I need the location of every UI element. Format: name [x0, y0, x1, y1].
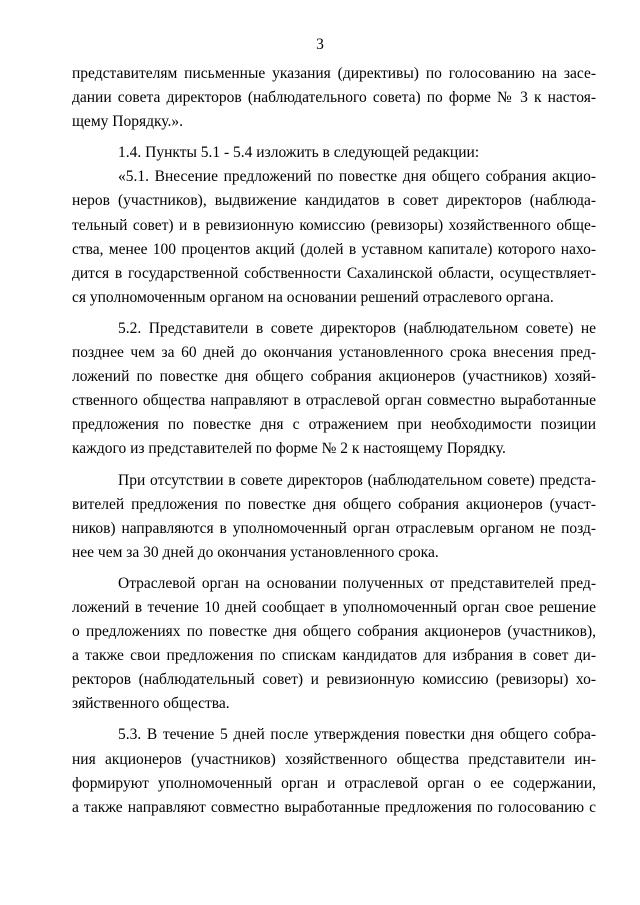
text-line: Отраслевой орган на основании полученных от представителей пред-	[118, 574, 596, 592]
text-line: 1.4. Пункты 5.1 - 5.4 изложить в следующей редакции:	[118, 144, 480, 162]
text-line: ся уполномоченным органом на основании решений отраслевого органа.	[72, 288, 554, 306]
paragraph	[72, 572, 596, 717]
text-line: а также направляют совместно выработанные предложения по голосованию с	[72, 798, 596, 816]
text-line: ложений по повестке дня общего собрания акционеров (участников) хозяй-	[72, 368, 596, 386]
paragraph	[72, 469, 596, 565]
text-line: о предложениях по повестке дня общего собрания акционеров (участников),	[72, 623, 596, 641]
text-line: тельный совет) и в ревизионную комиссию (ревизоры) хозяйственного обще-	[72, 216, 596, 234]
text-line: щему Порядку.».	[72, 113, 183, 131]
text-line: 5.2. Представители в совете директоров (наблюдательном совете) не	[118, 319, 596, 337]
text-line: ложений в течение 10 дней сообщает в уполномоченный орган свое решение	[72, 598, 596, 616]
text-line: представителям письменные указания (директивы) по голосованию на засе-	[72, 65, 596, 82]
text-line: ственного общества направляют в отраслевой орган совместно выработанные	[72, 392, 596, 410]
text-line: позднее чем за 60 дней до окончания установленного срока внесения пред-	[72, 344, 596, 362]
text-line: предложения по повестке дня с отражением при необходимости позиции	[72, 416, 596, 434]
document-body	[72, 62, 596, 820]
text-line: ния акционеров (участников) хозяйственного общества представители ин-	[72, 750, 596, 768]
text-line: нее чем за 30 дней до окончания установленного срока.	[72, 543, 439, 561]
text-line: ства, менее 100 процентов акций (долей в уставном капитале) которого нахо-	[72, 240, 596, 258]
paragraph	[72, 165, 596, 310]
text-line: ректоров (наблюдательный совет) и ревизионную комиссию (ревизоры) хо-	[72, 671, 596, 689]
text-line: дании совета директоров (наблюдательного совета) по форме № 3 к настоя-	[72, 89, 596, 107]
text-line: дится в государственной собственности Сахалинской области, осуществляет-	[72, 264, 596, 282]
text-line: ников) направляются в уполномоченный орган отраслевым органом не позд-	[72, 519, 596, 537]
text-line: каждого из представителей по форме № 2 к настоящему Порядку.	[72, 440, 506, 458]
text-line: «5.1. Внесение предложений по повестке дня общего собрания акцио-	[118, 168, 596, 186]
text-line: При отсутствии в совете директоров (наблюдательном совете) предста-	[118, 471, 596, 489]
text-line: а также свои предложения по спискам кандидатов для избрания в совет ди-	[72, 647, 596, 665]
page-number: 3	[316, 36, 324, 53]
paragraph	[72, 141, 596, 165]
paragraph	[72, 62, 596, 134]
text-line: 5.3. В течение 5 дней после утверждения повестки дня общего собра-	[118, 726, 596, 744]
text-line: зяйственного общества.	[72, 695, 230, 713]
text-line: вителей предложения по повестке дня общего собрания акционеров (участ-	[72, 495, 596, 513]
text-line: формируют уполномоченный орган и отраслевой орган о ее содержании,	[72, 774, 596, 792]
paragraph	[72, 723, 596, 819]
text-line: неров (участников), выдвижение кандидатов в совет директоров (наблюда-	[72, 192, 596, 210]
paragraph	[72, 317, 596, 462]
